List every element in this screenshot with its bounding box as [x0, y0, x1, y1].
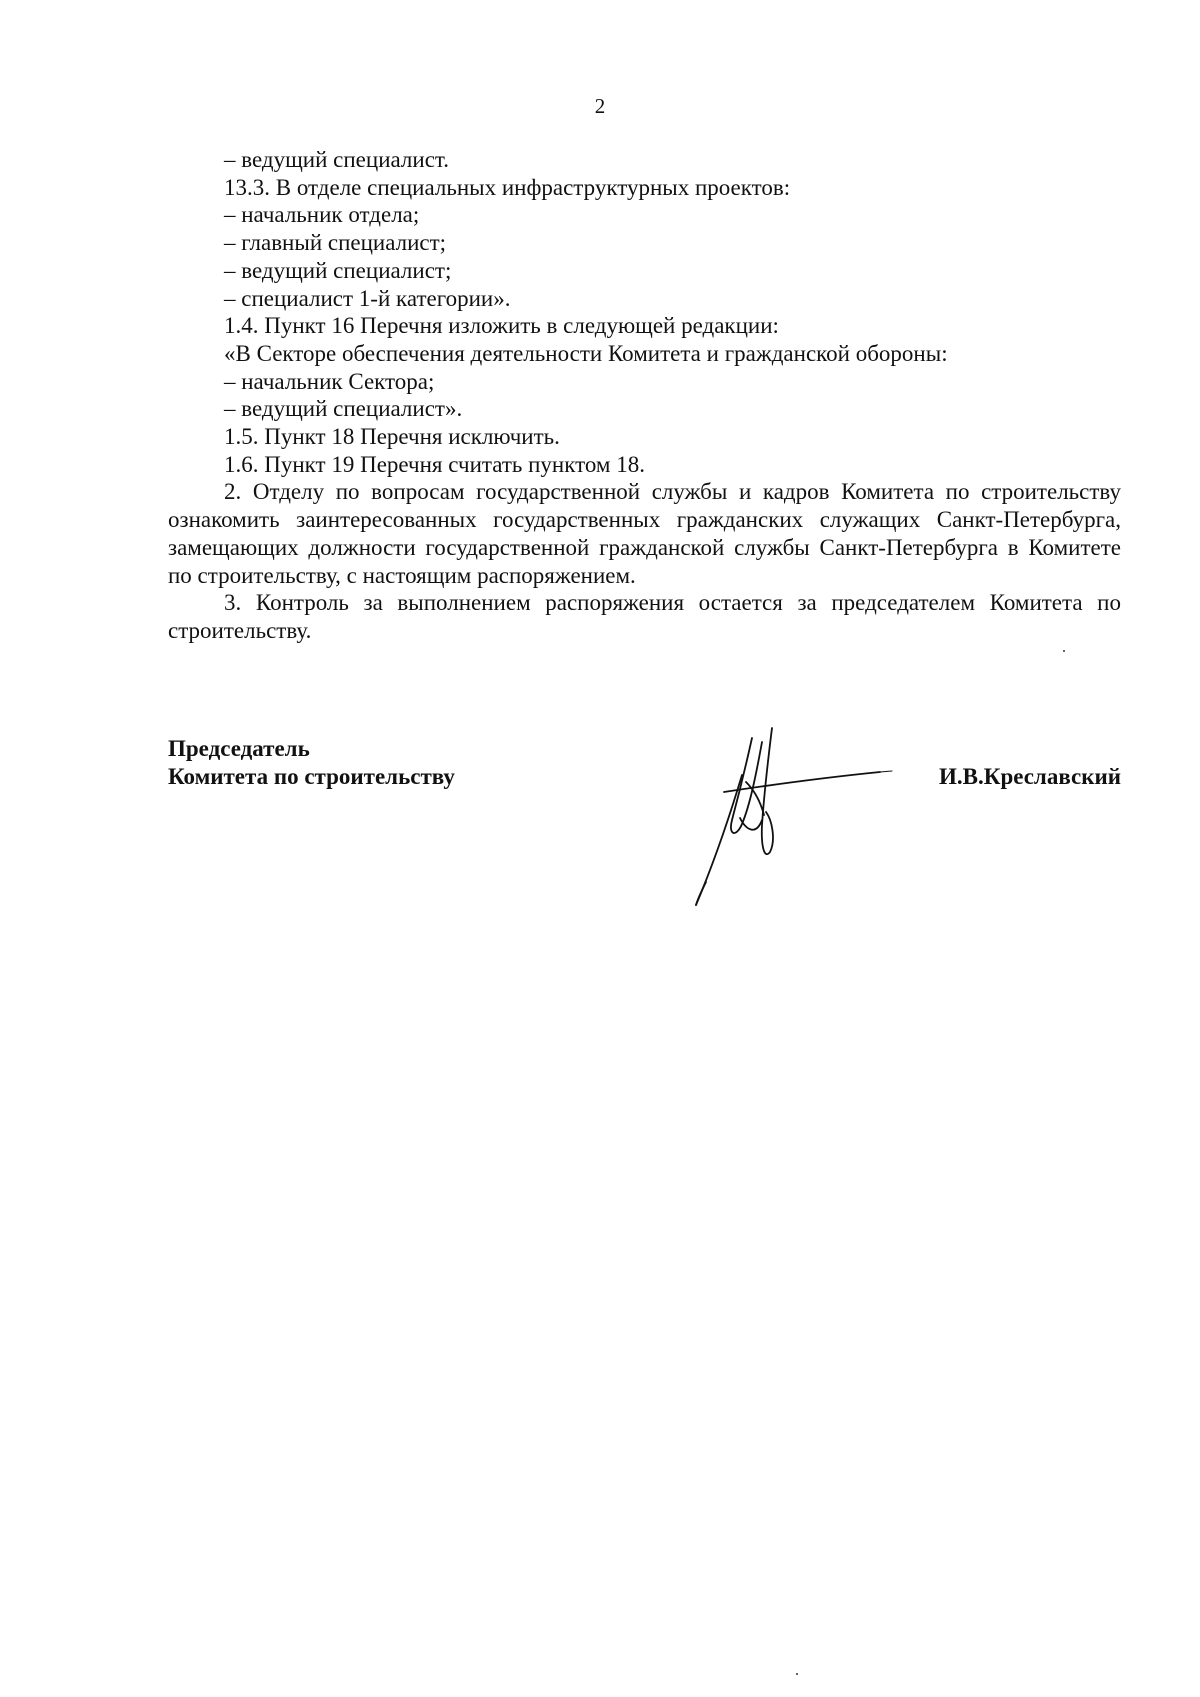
list-line: «В Секторе обеспечения деятельности Комитета и гражданской обороны: [224, 340, 948, 366]
list-line: – ведущий специалист. [224, 147, 449, 172]
scan-speck [1063, 650, 1065, 652]
list-line: 1.5. Пункт 18 Перечня исключить. [224, 424, 560, 450]
document-body [168, 146, 1121, 645]
signatory-title-line-2: Комитета по строительству [168, 764, 455, 789]
signatory-title-line-1: Председатель [168, 736, 310, 761]
list-line: – специалист 1-й категории». [224, 285, 511, 311]
list-line: 13.3. В отделе специальных инфраструктурных проектов: [224, 174, 791, 200]
list-line: – главный специалист; [224, 230, 447, 256]
signatory-name: И.В.Креславский [939, 764, 1121, 789]
page-number: 2 [594, 94, 606, 118]
list-line: – начальник Сектора; [224, 368, 435, 394]
list-line: – ведущий специалист; [224, 257, 452, 283]
paragraph-2: 2. Отделу по вопросам государственной службы и кадров Комитета по строительству ознакомить заинтересованных государственных гражданских служащих Санкт-Петербурга, замещающих должности государственной гражданской службы Санкт-Петербурга в Комитете по строительству, с настоящим распоряжением. [168, 479, 1121, 588]
list-line: 1.6. Пункт 19 Перечня считать пунктом 18. [224, 451, 645, 477]
scan-speck [796, 1673, 798, 1675]
handwritten-signature [680, 720, 910, 910]
list-line: 1.4. Пункт 16 Перечня изложить в следующей редакции: [224, 313, 779, 339]
list-line: – ведущий специалист». [224, 396, 463, 422]
list-line: – начальник отдела; [224, 202, 420, 228]
signatory-title [168, 735, 455, 791]
paragraph-3: 3. Контроль за выполнением распоряжения остается за председателем Комитета по строительству. [168, 590, 1121, 643]
